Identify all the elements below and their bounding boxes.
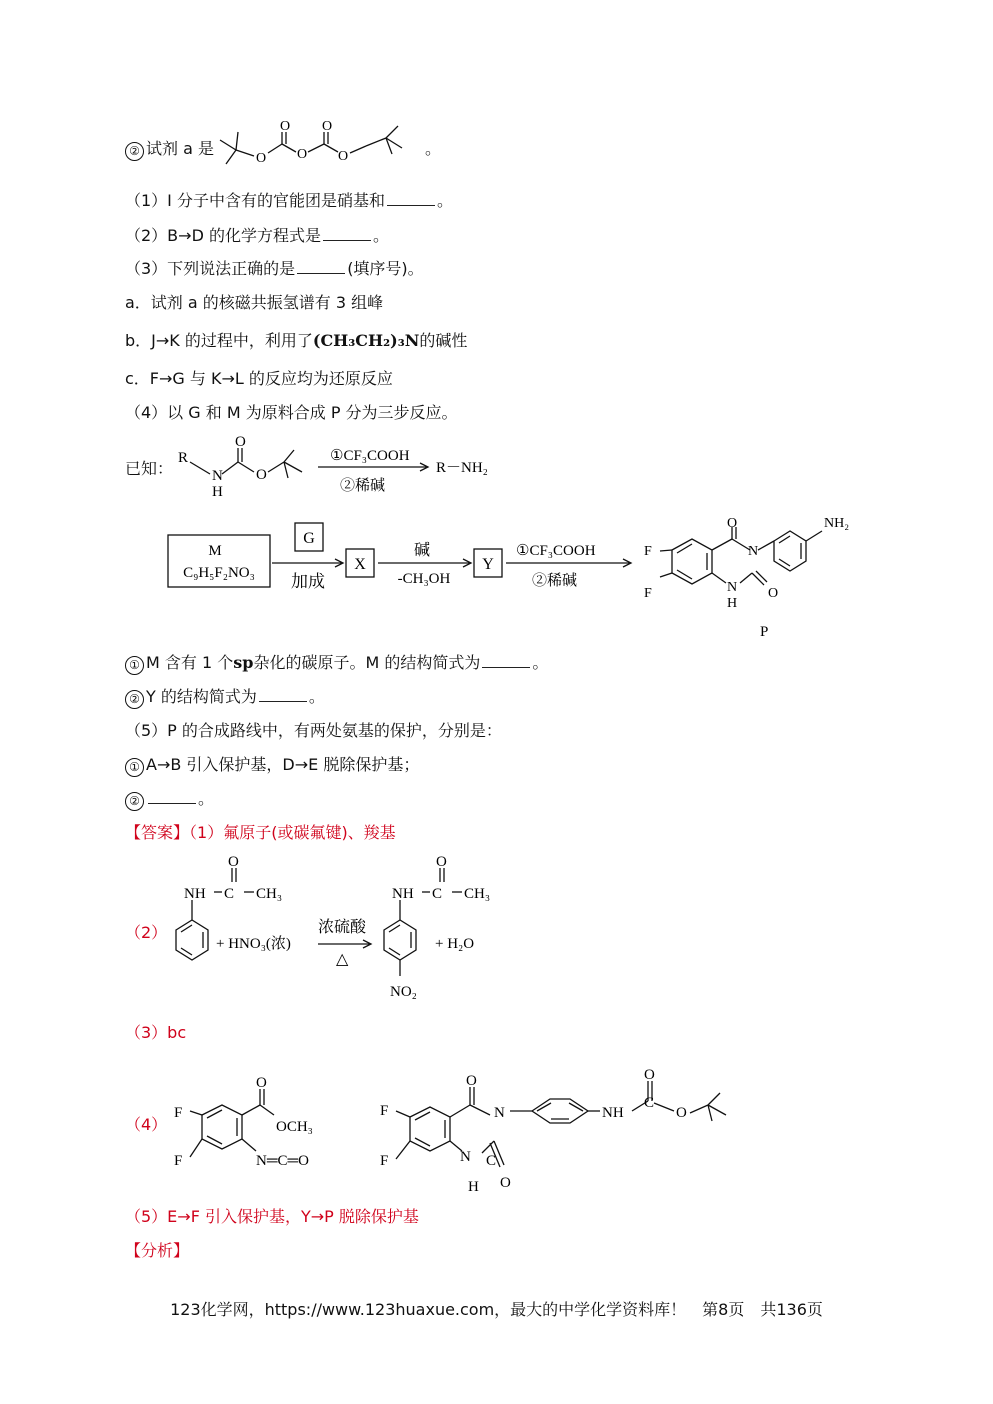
methoxy-group: OCH₃ (276, 1119, 313, 1135)
oxygen-atom: O (644, 1067, 655, 1083)
nitrogen-atom: N (212, 468, 223, 484)
question-4: （4）以 G 和 M 为原料合成 P 分为三步反应。 (125, 403, 458, 422)
option-a: a．试剂 a 的核磁共振氢谱有 3 组峰 (125, 293, 384, 312)
fluorine-atom: F (644, 544, 652, 559)
question-5-2 (125, 788, 214, 811)
base-label: 碱 (413, 542, 431, 559)
hydrogen-atom: H (727, 596, 738, 611)
question-4-1-tail: 杂化的碳原子。M 的结构简式为 (253, 653, 481, 672)
period: 。 (198, 789, 215, 808)
oxygen-atom: O (676, 1105, 687, 1121)
oxygen-atom: O (436, 854, 447, 870)
nitro-group: NO₂ (390, 984, 417, 1000)
question-2 (125, 225, 389, 247)
fluorine-atom: F (644, 586, 652, 601)
question-2-text: （2）B→D 的化学方程式是 (125, 226, 321, 245)
question-5-1 (125, 754, 419, 777)
option-b-tail: 的碱性 (419, 331, 468, 350)
answer-blank (482, 653, 530, 668)
m-formula: C₉H₅F₂NO₃ (183, 565, 255, 581)
answer-blank (259, 687, 307, 702)
question-4-2-text: Y 的结构简式为 (146, 687, 257, 706)
triethylamine-formula: (CH₃CH₂)₃N (312, 331, 420, 350)
r-group: R (178, 450, 189, 466)
answer-5: （5）E→F 引入保护基，Y→P 脱除保护基 (125, 1207, 419, 1226)
nitric-acid-reagent: + HNO₃(浓) (216, 936, 291, 952)
methyl-group: CH₃ (256, 886, 283, 902)
question-1-text: （1）I 分子中含有的官能团是硝基和 (125, 191, 385, 210)
oxygen-atom: O (727, 516, 738, 531)
nitrogen-atom: N (460, 1149, 471, 1165)
water-product: + H₂O (435, 936, 475, 952)
known-step-2: ②稀碱 (340, 478, 386, 494)
question-4-1 (125, 652, 548, 675)
sp-label: sp (233, 653, 254, 672)
known-product: R－NH₂ (436, 460, 488, 476)
answer-1-text: （1）氟原子(或碳氟键)、羧基 (189, 823, 396, 842)
analysis-tag: 【分析】 (125, 1241, 190, 1260)
heat-symbol: △ (336, 951, 349, 968)
hydrogen-atom: H (212, 484, 223, 500)
question-3-text: （3）下列说法正确的是 (125, 259, 296, 278)
circled-number: ② (125, 690, 144, 709)
answer-blank (387, 191, 435, 206)
m-label: M (208, 543, 222, 559)
nitrogen-atom: N (494, 1105, 505, 1121)
answer-2-label: （2） (125, 923, 168, 942)
condition-sulfuric-acid: 浓硫酸 (318, 919, 367, 936)
carbon-atom: C (224, 886, 235, 902)
nh-group: NH (392, 886, 414, 902)
period: 。 (437, 191, 454, 210)
g-label: G (303, 530, 315, 547)
answer-4-structures (160, 1065, 760, 1200)
oxygen-atom: O (466, 1073, 477, 1089)
oxygen-atom: O (235, 434, 246, 450)
question-1 (125, 190, 453, 212)
period: 。 (308, 687, 325, 706)
isocyanate-group: N═C═O (256, 1153, 309, 1169)
answer-tag: 【答案】 (125, 823, 190, 842)
addition-label: 加成 (291, 572, 325, 591)
hydrogen-atom: H (468, 1179, 479, 1195)
circled-number: ① (125, 656, 144, 675)
nh-group: NH (184, 886, 206, 902)
fluorine-atom: F (380, 1103, 389, 1119)
answer-blank (148, 789, 196, 804)
known-step-1: ①CF₃COOH (330, 448, 410, 464)
circled-number: ② (125, 142, 144, 161)
answer-2-equation (160, 852, 520, 1012)
oxygen-atom: O (768, 586, 779, 601)
option-b-text: b．J→K 的过程中，利用了 (125, 331, 313, 350)
answer-3: （3）bc (125, 1023, 187, 1042)
nh-group: NH (602, 1105, 624, 1121)
svg-text:O: O (280, 119, 291, 134)
reagent-a-line (125, 138, 214, 161)
oxygen-atom: O (256, 1075, 267, 1091)
question-4-2 (125, 686, 325, 709)
svg-text:O: O (256, 151, 267, 166)
nitrogen-atom: N (727, 580, 738, 595)
known-reaction-diagram (170, 432, 510, 502)
oxygen-atom: O (500, 1175, 511, 1191)
question-5-1-text: A→B 引入保护基，D→E 脱除保护基； (146, 755, 420, 774)
option-b (125, 330, 467, 352)
svg-text:O: O (338, 149, 349, 164)
y-label: Y (482, 556, 494, 573)
period: 。 (372, 226, 389, 245)
scheme-step-2: ②稀碱 (532, 573, 578, 589)
carbon-atom: C (486, 1153, 497, 1169)
nitrogen-atom: N (748, 544, 759, 559)
fluorine-atom: F (174, 1105, 183, 1121)
answer-blank (323, 226, 371, 241)
circled-number: ② (125, 792, 144, 811)
synthesis-scheme (160, 515, 880, 645)
period: 。 (532, 653, 549, 672)
svg-text:O: O (322, 119, 333, 134)
option-c: c．F→G 与 K→L 的反应均为还原反应 (125, 369, 393, 388)
oxygen-atom: O (228, 854, 239, 870)
fluorine-atom: F (174, 1153, 183, 1169)
methanol-loss-label: -CH₃OH (397, 571, 451, 587)
circled-number: ① (125, 758, 144, 777)
reagent-a-structure (216, 118, 426, 173)
question-5: （5）P 的合成路线中，有两处氨基的保护，分别是： (125, 721, 502, 740)
page-footer: 123化学网，https://www.123huaxue.com，最大的中学化学资料库！ 第8页 共136页 (170, 1300, 823, 1319)
oxygen-atom: O (256, 467, 267, 483)
question-3 (125, 258, 424, 280)
svg-text:O: O (297, 147, 308, 162)
carbon-atom: C (644, 1095, 655, 1111)
question-3-tail: (填序号)。 (347, 259, 424, 278)
carbon-atom: C (432, 886, 443, 902)
question-4-1-text: M 含有 1 个 (146, 653, 234, 672)
amino-group: NH₂ (824, 516, 850, 531)
x-label: X (354, 556, 366, 573)
p-label: P (760, 624, 769, 640)
reagent-a-text: 试剂 a 是 (146, 139, 214, 158)
answer-blank (297, 259, 345, 274)
known-label: 已知： (125, 459, 174, 478)
scheme-step-1: ①CF₃COOH (516, 543, 596, 559)
period: 。 (425, 139, 442, 158)
answer-1 (125, 822, 396, 844)
methyl-group: CH₃ (464, 886, 491, 902)
fluorine-atom: F (380, 1153, 389, 1169)
answer-4-label: （4） (125, 1115, 168, 1134)
